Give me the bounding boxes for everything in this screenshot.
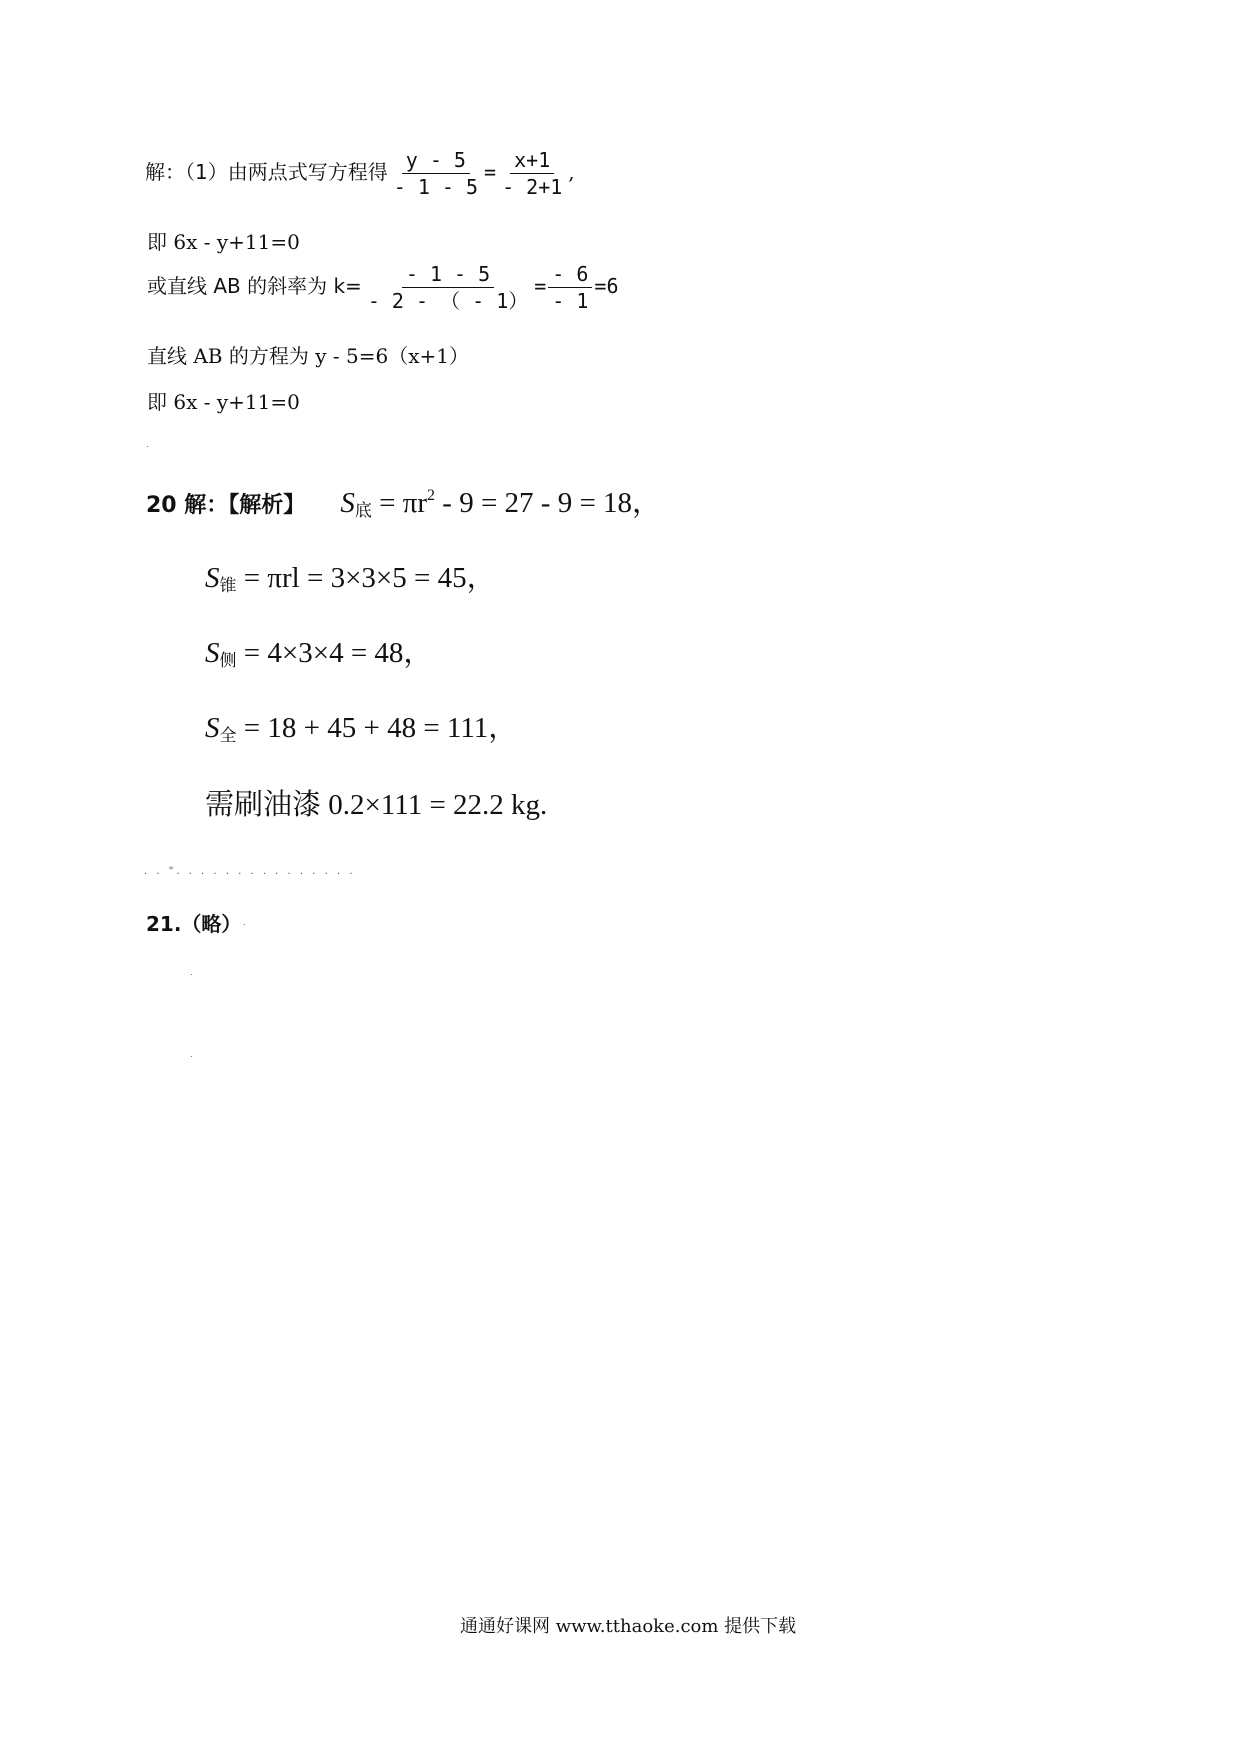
fraction-1: [390, 148, 482, 199]
fraction-3: [364, 262, 532, 313]
s-cone-formula: [205, 555, 496, 596]
fraction-4: [548, 262, 592, 313]
sol19-line5: 即 6x - y+11=0: [147, 390, 300, 414]
sol19-line1-text: 解：（1）由两点式写方程得: [145, 160, 388, 184]
stray-dot-b: .: [190, 1050, 193, 1059]
s-base-eq-post: - 9 = 27 - 9 = 18，: [435, 487, 662, 519]
s-base-superscript: 2: [427, 487, 436, 504]
sol20-line1: [146, 480, 661, 521]
sol19-line2: 即 6x - y+11=0: [147, 230, 300, 254]
s-symbol: S: [205, 637, 220, 669]
sol20-label: 20 解：【解析】: [146, 493, 306, 518]
s-total-eq: = 18 + 45 + 48 = 111，: [236, 712, 518, 744]
s-base-eq-pre: = πr: [371, 487, 428, 519]
sol21-label: 21.（略）: [146, 912, 242, 936]
dotted-rule: . . ". . . . . . . . . . . . . . .: [144, 866, 356, 877]
s-symbol: S: [205, 562, 220, 594]
fraction-2-denominator: - 2+1: [502, 175, 563, 199]
fraction-4-numerator: - 6: [548, 262, 592, 288]
fraction-2-numerator: x+1: [510, 148, 554, 174]
equals-six: =6: [594, 274, 619, 298]
equals-sign: =: [534, 274, 547, 298]
trail-dot: .: [243, 918, 246, 927]
sol19-line3-text: 或直线 AB 的斜率为 k=: [147, 274, 362, 298]
s-side-eq: = 4×3×4 = 48，: [236, 637, 433, 669]
s-total-subscript: 全: [219, 726, 237, 746]
sol19-line1: [145, 148, 575, 199]
stray-dot-a: .: [190, 968, 193, 977]
comma: ,: [568, 160, 575, 184]
sol19-line3: [147, 262, 619, 313]
s-side-formula: [205, 630, 432, 671]
s-side-subscript: 侧: [219, 651, 237, 671]
fraction-4-denominator: - 1: [552, 289, 589, 313]
equals-sign: =: [484, 160, 497, 184]
fraction-1-denominator: - 1 - 5: [393, 175, 479, 199]
paint-amount: 需刷油漆 0.2×111 = 22.2 kg.: [205, 789, 548, 821]
s-cone-eq: = πrl = 3×3×5 = 45，: [236, 562, 496, 594]
fraction-3-denominator: - 2 - （ - 1）: [367, 289, 529, 313]
page-footer: 通通好课网 www.tthaoke.com 提供下载: [460, 1616, 797, 1637]
s-cone-subscript: 锥: [219, 576, 237, 596]
s-total-formula: [205, 705, 517, 746]
stray-dot: .: [146, 440, 149, 449]
s-symbol: S: [340, 487, 355, 519]
fraction-2: [498, 148, 566, 199]
s-symbol: S: [205, 712, 220, 744]
s-base-formula: [340, 487, 661, 519]
fraction-3-numerator: - 1 - 5: [402, 262, 494, 288]
s-base-subscript: 底: [354, 501, 372, 521]
fraction-1-numerator: y - 5: [402, 148, 470, 174]
sol19-line4: 直线 AB 的方程为 y - 5=6（x+1）: [147, 344, 469, 368]
